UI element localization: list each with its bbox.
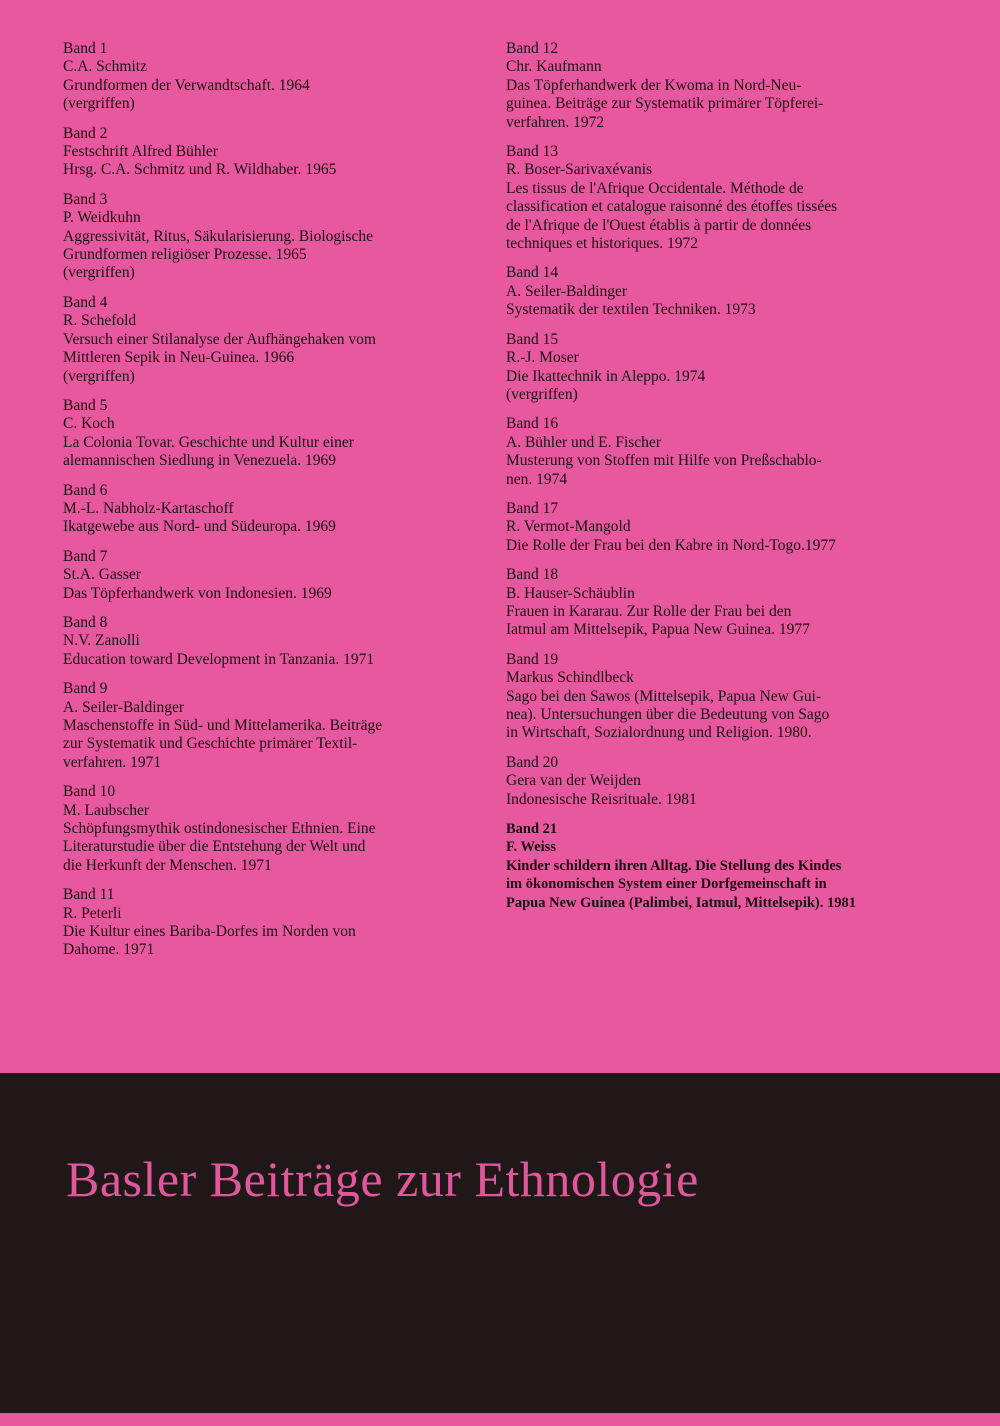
volume-title-line: Dahome. 1971: [63, 941, 155, 959]
volume-title-line: Papua New Guinea (Palimbei, Iatmul, Mittelsepik). 1981: [506, 894, 857, 911]
right-column: [506, 40, 870, 923]
volume-author: R. Schefold: [63, 312, 137, 330]
volume-title-line: in Wirtschaft, Sozialordnung und Religion. 1980.: [506, 724, 812, 742]
volume-title-line: Ikatgewebe aus Nord- und Südeuropa. 1969: [63, 518, 336, 536]
volume-author: B. Hauser-Schäublin: [506, 584, 635, 602]
volume-title-line: Les tissus de l'Afrique Occidentale. Méthode de: [506, 179, 804, 197]
volume-number: Band 1: [63, 40, 108, 57]
volume-entry: [506, 415, 870, 489]
volume-number: Band 16: [506, 415, 559, 433]
volume-title-line: Die Ikattechnik in Aleppo. 1974: [506, 367, 706, 385]
volume-title-line: Frauen in Kararau. Zur Rolle der Frau bei den: [506, 602, 792, 620]
volume-entry: [506, 264, 870, 319]
volume-title-line: im ökonomischen System einer Dorfgemeinschaft in: [506, 876, 827, 893]
volume-author: F. Weiss: [506, 839, 556, 856]
volume-title-line: techniques et historiques. 1972: [506, 235, 698, 253]
volume-title-line: (vergriffen): [63, 367, 135, 385]
volume-title-line: verfahren. 1971: [63, 753, 162, 771]
volume-entry: [63, 125, 425, 180]
volume-entry: [506, 500, 870, 555]
volume-entry: [63, 783, 425, 875]
volume-title-line: Education toward Development in Tanzania. 1971: [63, 650, 375, 668]
volume-title-line: Systematik der textilen Techniken. 1973: [506, 301, 756, 319]
volume-title-line: (vergriffen): [63, 264, 135, 282]
volume-title-line: die Herkunft der Menschen. 1971: [63, 856, 272, 874]
volume-number: Band 6: [63, 481, 108, 499]
volume-entry: [506, 566, 870, 640]
volume-entry: [63, 191, 425, 283]
volume-title-line: La Colonia Tovar. Geschichte und Kultur einer: [63, 433, 354, 451]
volume-entry: [63, 294, 425, 386]
bottom-edge: [0, 1413, 1000, 1426]
volume-number: Band 12: [506, 40, 559, 57]
volume-author: St.A. Gasser: [63, 566, 141, 584]
volume-title-line: Literaturstudie über die Entstehung der Welt und: [63, 838, 366, 856]
volume-title-line: Grundformen der Verwandtschaft. 1964: [63, 76, 310, 94]
volume-entry: [506, 143, 870, 253]
volume-entry: [506, 754, 870, 809]
volume-title-line: Sago bei den Sawos (Mittelsepik, Papua New Gui-: [506, 687, 822, 705]
series-title: Basler Beiträge zur Ethnologie: [66, 1151, 699, 1207]
title-band: [0, 1073, 1000, 1413]
volume-author: A. Bühler und E. Fischer: [506, 433, 661, 451]
volume-title-line: Kinder schildern ihren Alltag. Die Stellung des Kindes: [506, 857, 842, 874]
volume-entry: [506, 331, 870, 405]
volume-author: A. Seiler-Baldinger: [63, 698, 185, 716]
volume-title-line: Schöpfungsmythik ostindonesischer Ethnien. Eine: [63, 820, 376, 838]
volume-author: R. Peterli: [63, 904, 122, 922]
volume-title-line: Hrsg. C.A. Schmitz und R. Wildhaber. 1965: [63, 161, 337, 179]
volume-number: Band 14: [506, 264, 559, 282]
volume-author: N.V. Zanolli: [63, 632, 140, 650]
volume-author: R.-J. Moser: [506, 349, 579, 367]
volume-author: M. Laubscher: [63, 801, 150, 819]
volume-title-line: Indonesische Reisrituale. 1981: [506, 790, 697, 808]
volume-number: Band 17: [506, 499, 559, 517]
volume-author: M.-L. Nabholz-Kartaschoff: [63, 499, 234, 517]
volume-entry: [63, 397, 425, 471]
volume-number: Band 11: [63, 886, 115, 904]
volume-author: C.A. Schmitz: [63, 58, 147, 76]
volume-author: R. Boser-Sarivaxévanis: [506, 161, 653, 179]
volume-entry: [63, 680, 425, 772]
volume-entry: [506, 820, 870, 912]
volume-title-line: verfahren. 1972: [506, 113, 605, 131]
volume-entry: [506, 40, 870, 132]
volume-author: P. Weidkuhn: [63, 209, 141, 227]
volume-number: Band 20: [506, 753, 559, 771]
volume-author: A. Seiler-Baldinger: [506, 282, 628, 300]
volume-number: Band 18: [506, 566, 559, 584]
volume-number: Band 7: [63, 547, 108, 565]
volume-author: Markus Schindlbeck: [506, 669, 634, 687]
volume-number: Band 2: [63, 124, 108, 142]
volume-title-line: zur Systematik und Geschichte primärer Textil-: [63, 735, 358, 753]
volume-entry: [63, 482, 425, 537]
volume-title-line: classification et catalogue raisonné des étoffes tissées: [506, 198, 838, 216]
volume-title-line: Grundformen religiöser Prozesse. 1965: [63, 246, 307, 264]
volume-number: Band 15: [506, 330, 559, 348]
volume-author: Festschrift Alfred Bühler: [63, 143, 218, 161]
volume-title-line: guinea. Beiträge zur Systematik primärer Töpferei-: [506, 95, 824, 113]
volume-title-line: Maschenstoffe in Süd- und Mittelamerika. Beiträge: [63, 717, 383, 734]
volume-entry: [63, 548, 425, 603]
volume-number: Band 4: [63, 293, 108, 311]
left-column: [63, 40, 425, 971]
volume-author: Gera van der Weijden: [506, 772, 641, 790]
volume-number: Band 9: [63, 680, 108, 698]
volume-title-line: Das Töpferhandwerk von Indonesien. 1969: [63, 584, 332, 602]
volume-title-line: Aggressivität, Ritus, Säkularisierung. Biologische: [63, 227, 373, 245]
volume-entry: [63, 614, 425, 669]
volume-title-line: Musterung von Stoffen mit Hilfe von Preßschablo-: [506, 452, 822, 470]
volume-title-line: Iatmul am Mittelsepik, Papua New Guinea. 1977: [506, 621, 810, 639]
volume-title-line: Versuch einer Stilanalyse der Aufhängehaken vom: [63, 330, 376, 348]
volume-title-line: (vergriffen): [506, 385, 578, 403]
volume-title-line: nen. 1974: [506, 470, 568, 488]
volume-author: C. Koch: [63, 415, 115, 433]
volume-number: Band 10: [63, 783, 116, 801]
volume-number: Band 21: [506, 821, 558, 838]
volume-title-line: Die Kultur eines Bariba-Dorfes im Norden von: [63, 923, 356, 941]
volume-entry: [506, 651, 870, 743]
volume-entry: [63, 886, 425, 960]
volume-entry: [63, 40, 425, 114]
volume-number: Band 13: [506, 143, 559, 161]
volume-title-line: nea). Untersuchungen über die Bedeutung von Sago: [506, 706, 830, 723]
volume-title-line: (vergriffen): [63, 95, 135, 113]
volume-title-line: alemannischen Siedlung in Venezuela. 1969: [63, 452, 337, 470]
volume-title-line: Die Rolle der Frau bei den Kabre in Nord-Togo.1977: [506, 536, 836, 554]
volume-title-line: Mittleren Sepik in Neu-Guinea. 1966: [63, 349, 295, 367]
volume-number: Band 8: [63, 613, 108, 631]
volume-number: Band 19: [506, 650, 559, 668]
volume-number: Band 5: [63, 396, 108, 414]
volume-author: R. Vermot-Mangold: [506, 518, 631, 536]
volume-author: Chr. Kaufmann: [506, 58, 602, 76]
volume-title-line: Das Töpferhandwerk der Kwoma in Nord-Neu-: [506, 76, 802, 94]
volume-number: Band 3: [63, 190, 108, 208]
volume-title-line: de l'Afrique de l'Ouest établis à partir de données: [506, 216, 812, 234]
